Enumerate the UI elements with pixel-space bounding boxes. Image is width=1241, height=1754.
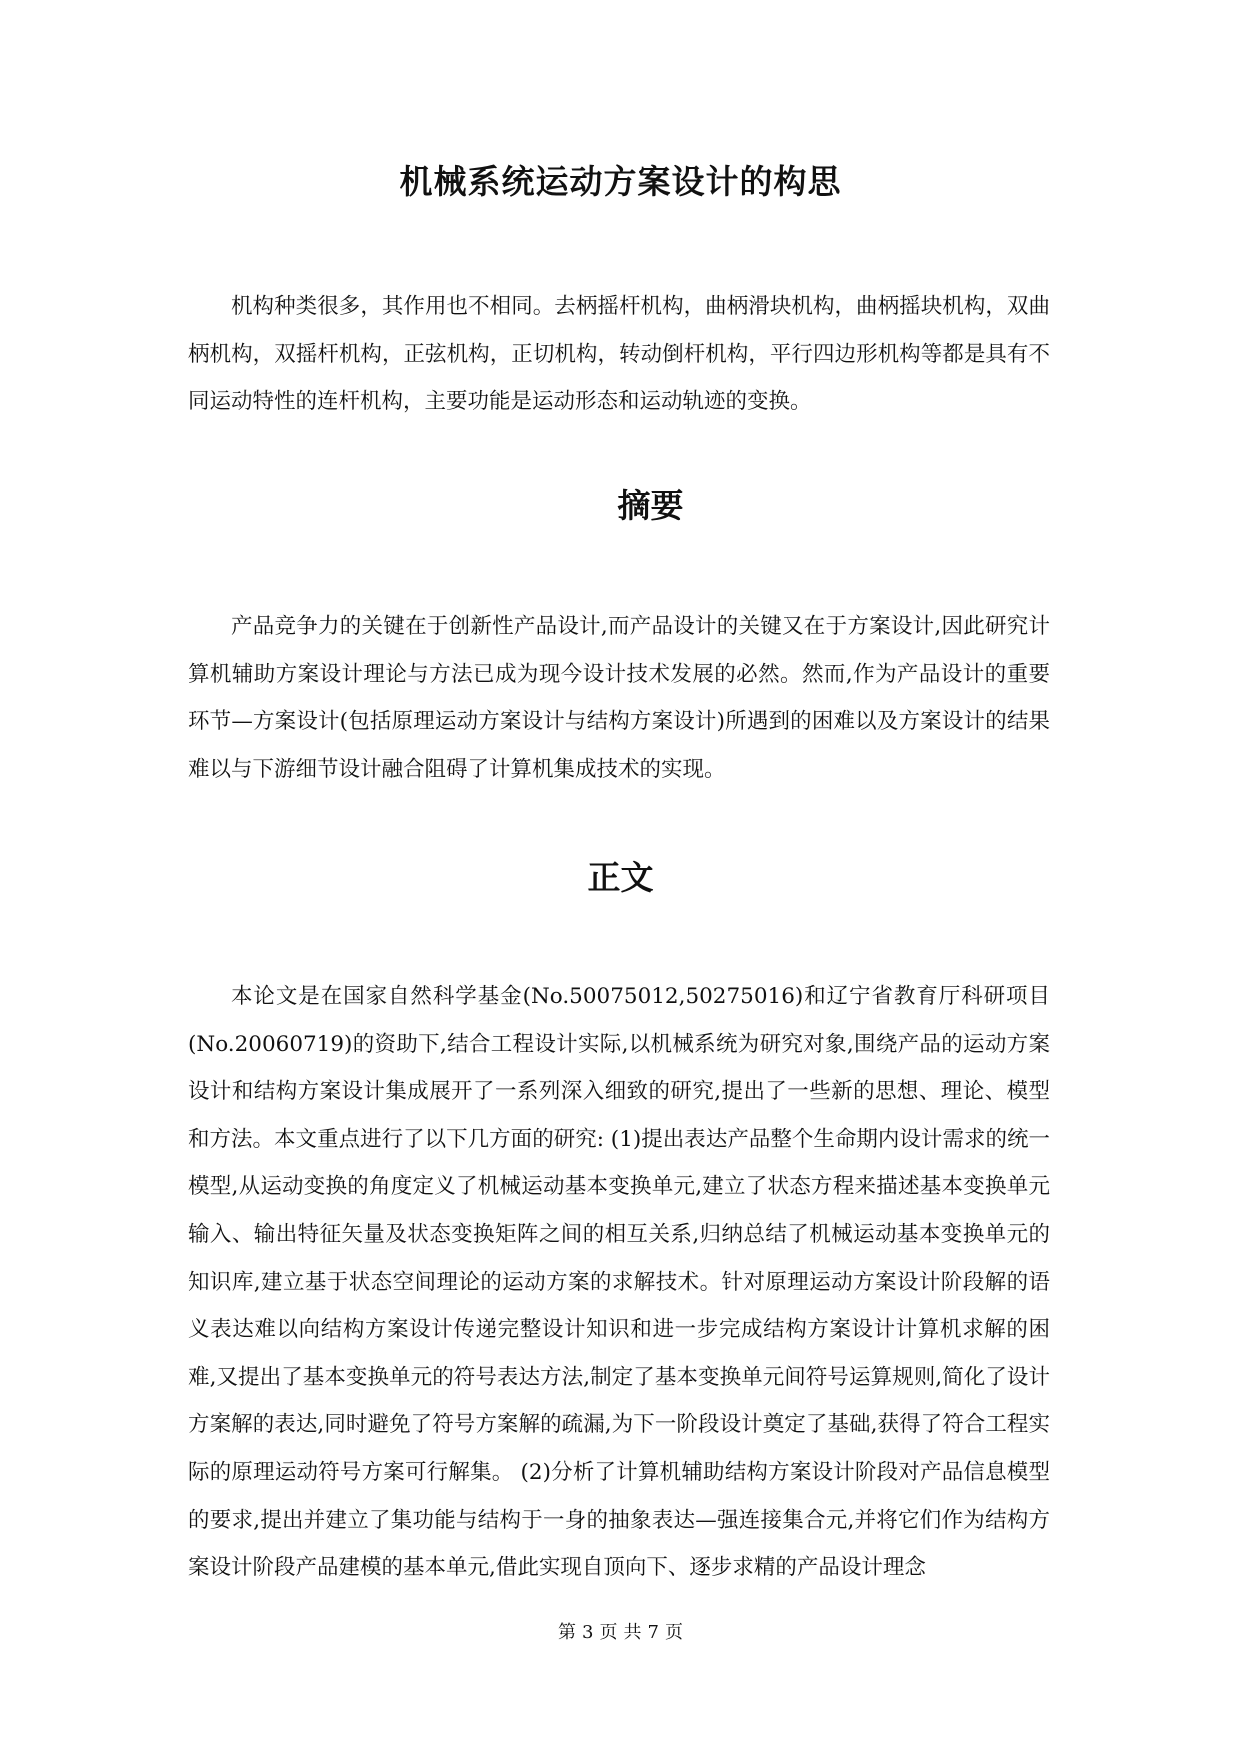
footer-suffix: 页 xyxy=(664,1622,683,1643)
abstract-heading: 摘要 xyxy=(617,486,684,525)
footer-total-word: 共 xyxy=(623,1622,642,1643)
footer-page-word: 页 xyxy=(599,1622,618,1643)
footer-total-pages: 7 xyxy=(647,1622,659,1643)
page-footer xyxy=(0,1621,1241,1645)
footer-prefix: 第 xyxy=(558,1622,577,1643)
body-heading: 正文 xyxy=(587,858,654,897)
body-paragraph: 本论文是在国家自然科学基金(No.50075012,50275016)和辽宁省教育厅科研项目(No.20060719)的资助下,结合工程设计实际,以机械系统为研究对象,围绕产品的运动方案设计和结构方案设计集成展开了一系列深入细致的研究,提出了一些新的思想、理论、模型和方法。本文重点进行了以下几方面的研究: (1)提出表达产品整个生命期内设计需求的统一模型,从运动变换的角度定义了机械运动基本变换单元,建立了状态方程来描述基本变换单元输入、输出特征矢量及状态变换矩阵之间的相互关系,归纳总结了机械运动基本变换单元的知识库,建立基于状态空间理论的运动方案的求解技术。针对原理运动方案设计阶段解的语义表达难以向结构方案设计传递完整设计知识和进一步完成结构方案设计计算机求解的困难,又提出了基本变换单元的符号表达方法,制定了基本变换单元间符号运算规则,简化了设计方案解的表达,同时避免了符号方案解的疏漏,为下一阶段设计奠定了基础,获得了符合工程实际的原理运动符号方案可行解集。 (2)分析了计算机辅助结构方案设计阶段对产品信息模型的要求,提出并建立了集功能与结构于一身的抽象表达—强连接集合元,并将它们作为结构方案设计阶段产品建模的基本单元,借此实现自顶向下、逐步求精的产品设计理念 xyxy=(188,984,1050,1581)
intro-paragraph: 机构种类很多，其作用也不相同。去柄摇杆机构，曲柄滑块机构，曲柄摇块机构，双曲柄机构，双摇杆机构，正弦机构，正切机构，转动倒杆机构，平行四边形机构等都是具有不同运动特性的连杆机构，主要功能是运动形态和运动轨迹的变换。 xyxy=(188,294,1050,415)
footer-current-page: 3 xyxy=(582,1622,594,1643)
document-title: 机械系统运动方案设计的构思 xyxy=(399,162,842,201)
abstract-paragraph: 产品竞争力的关键在于创新性产品设计,而产品设计的关键又在于方案设计,因此研究计算机辅助方案设计理论与方法已成为现今设计技术发展的必然。然而,作为产品设计的重要环节—方案设计(包括原理运动方案设计与结构方案设计)所遇到的困难以及方案设计的结果难以与下游细节设计融合阻碍了计算机集成技术的实现。 xyxy=(188,614,1050,782)
